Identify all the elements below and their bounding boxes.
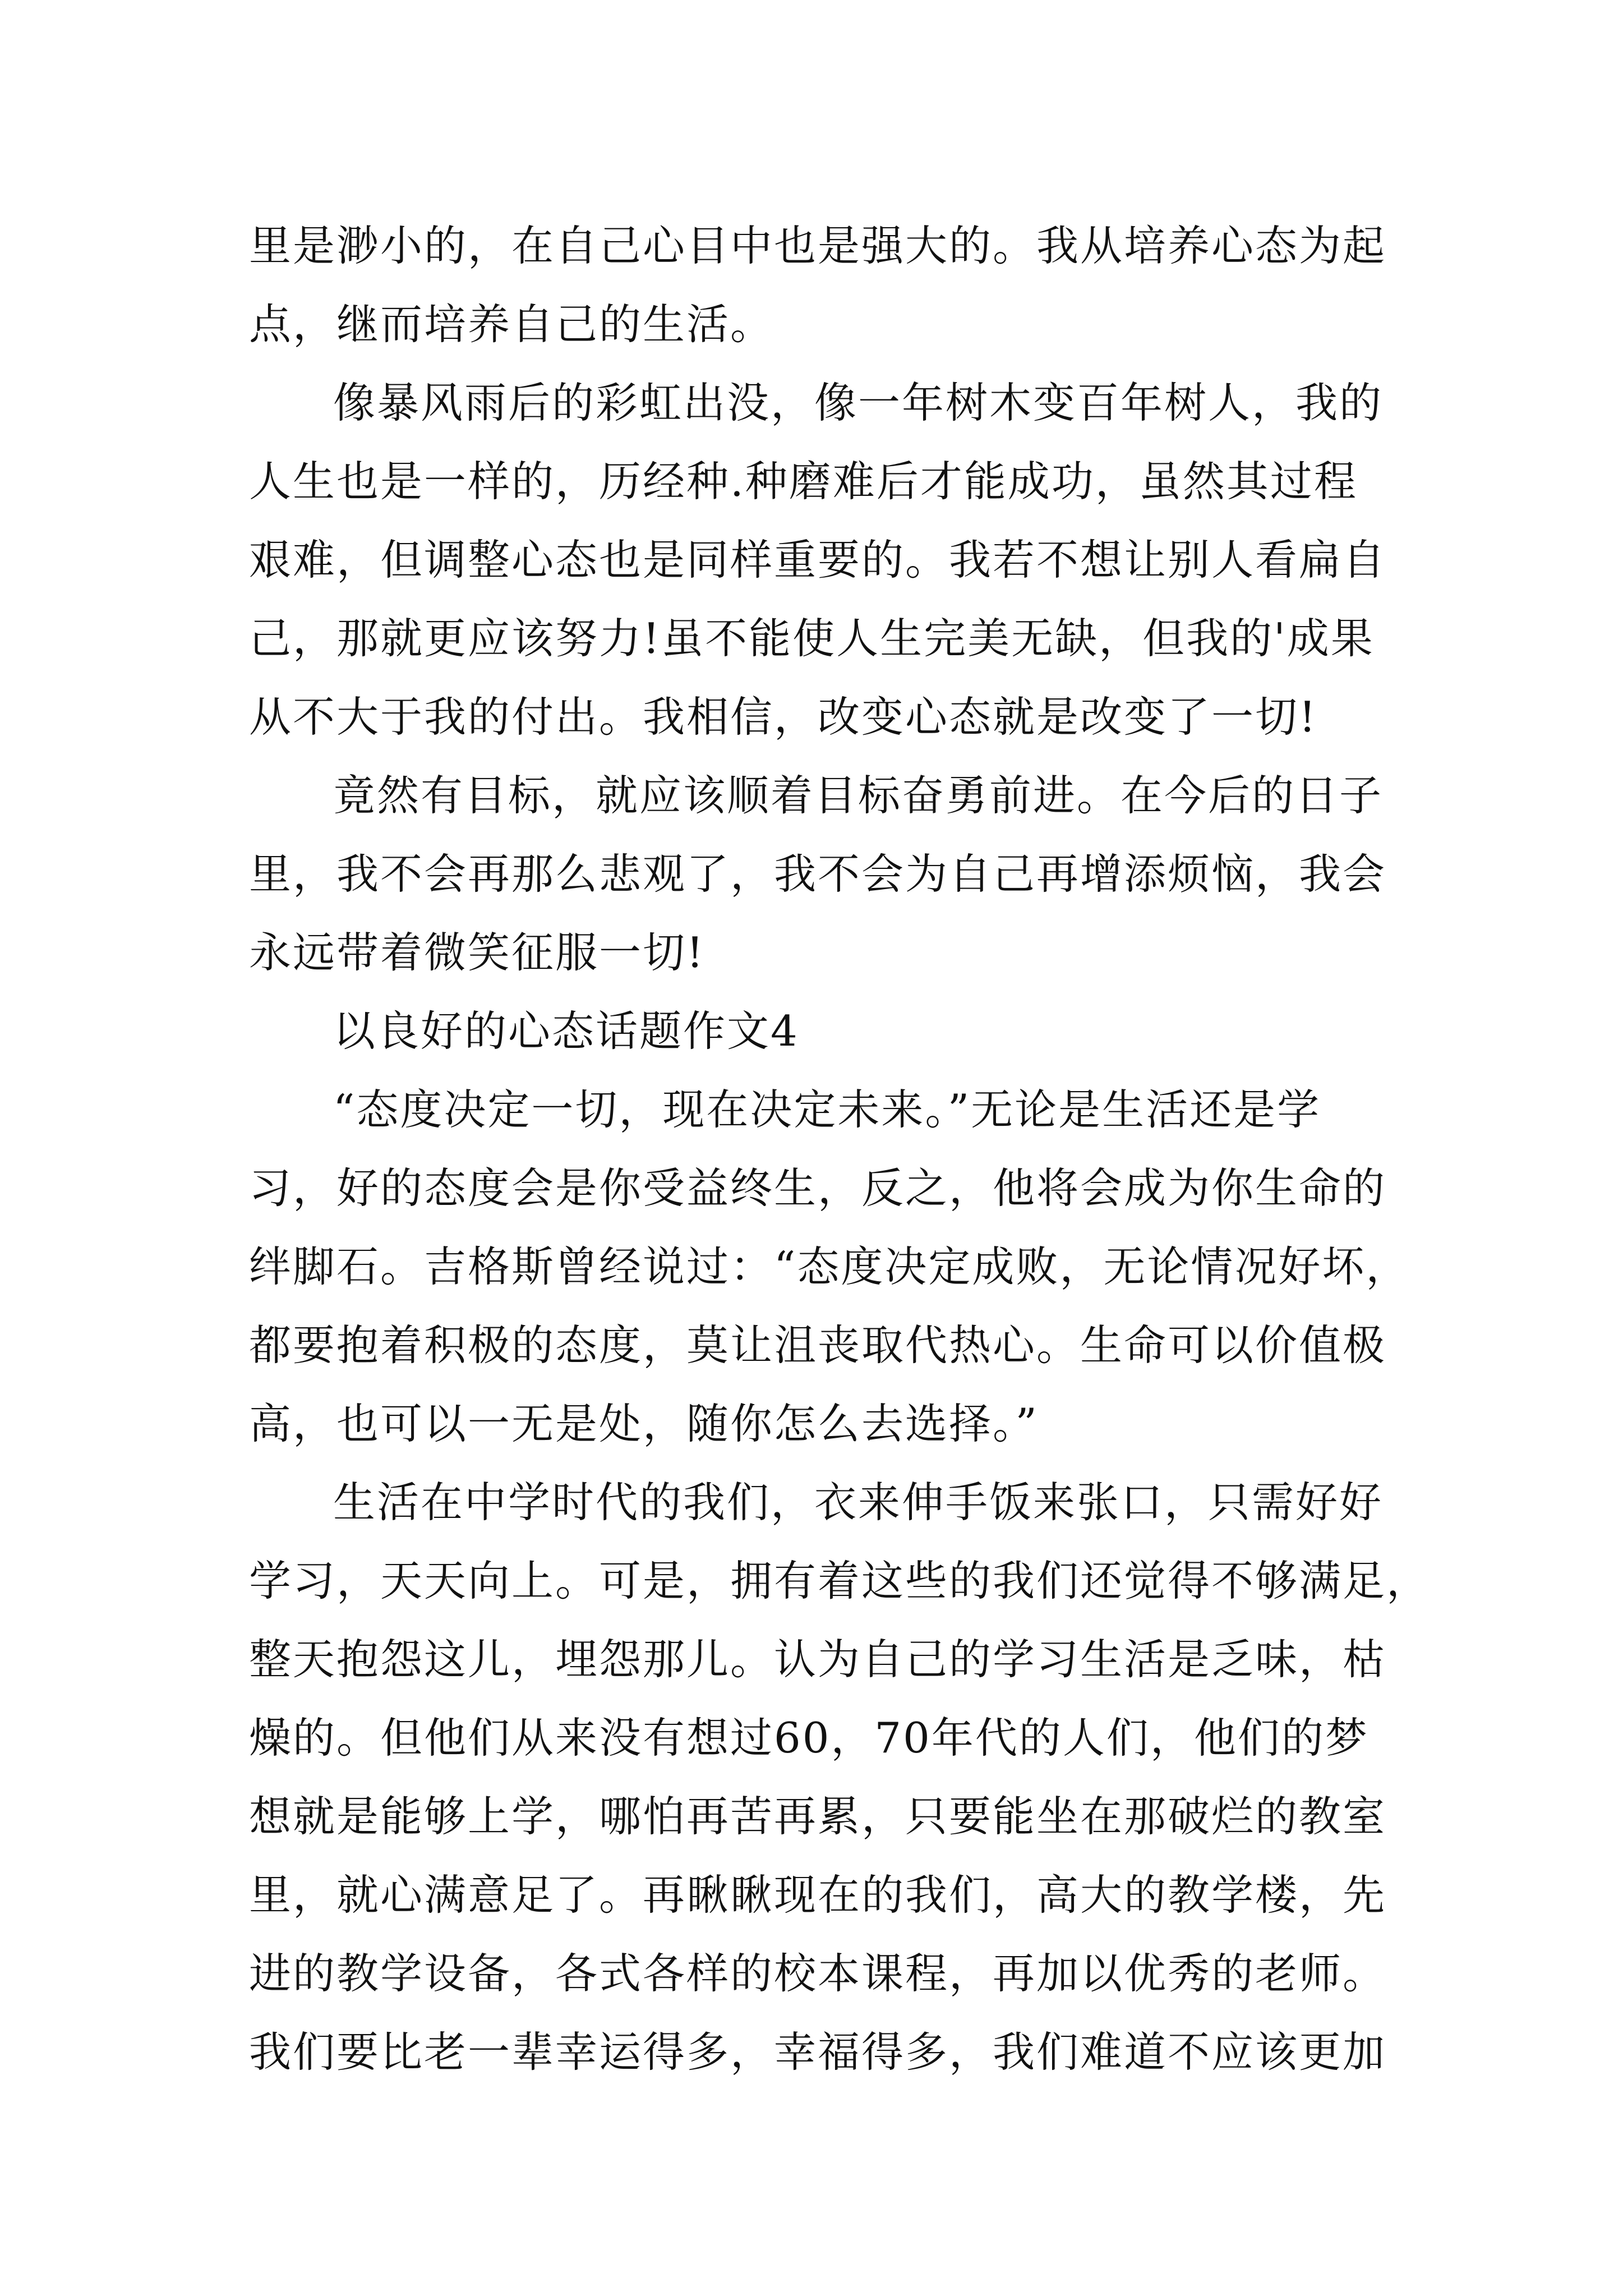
text-line: 里是渺小的，在自己心目中也是强大的。我从培养心态为起 xyxy=(249,221,1387,270)
text-line: 整天抱怨这儿，埋怨那儿。认为自己的学习生活是乏味，枯 xyxy=(249,1635,1387,1684)
text-line: 己，那就更应该努力!虽不能使人生完美无缺，但我的'成果 xyxy=(249,614,1375,663)
text-line: 燥的。但他们从来没有想过60，70年代的人们，他们的梦 xyxy=(249,1713,1369,1763)
text-line: 我们要比老一辈幸运得多，幸福得多，我们难道不应该更加 xyxy=(249,2027,1387,2077)
essay-body xyxy=(249,206,1431,2091)
paragraph-start-line: “态度决定一切，现在决定未来。”无论是生活还是学 xyxy=(333,1085,1321,1134)
text-line: 高，也可以一无是处，随你怎么去选择。” xyxy=(249,1399,1039,1448)
text-line: 想就是能够上学，哪怕再苦再累，只要能坐在那破烂的教室 xyxy=(249,1792,1387,1841)
text-line: 艰难，但调整心态也是同样重要的。我若不想让别人看扁自 xyxy=(249,535,1387,585)
text-line: 永远带着微笑征服一切! xyxy=(249,928,706,977)
paragraph-start-line: 生活在中学时代的我们，衣来伸手饭来张口，只需好好 xyxy=(333,1478,1384,1527)
text-line: 人生也是一样的，历经种.种磨难后才能成功，虽然其过程 xyxy=(249,457,1358,506)
paragraph-start-line: 像暴风雨后的彩虹出没，像一年树木变百年树人，我的 xyxy=(333,378,1384,427)
text-line: 都要抱着积极的态度，莫让沮丧取代热心。生命可以价值极 xyxy=(249,1320,1387,1370)
text-line: 从不大于我的付出。我相信，改变心态就是改变了一切! xyxy=(249,692,1318,742)
text-line: 点，继而培养自己的生活。 xyxy=(249,300,774,349)
text-line: 学习，天天向上。可是，拥有着这些的我们还觉得不够满足， xyxy=(249,1556,1431,1605)
paragraph-start-line: 竟然有目标，就应该顺着目标奋勇前进。在今后的日子 xyxy=(333,771,1384,820)
text-line: 里，就心满意足了。再瞅瞅现在的我们，高大的教学楼，先 xyxy=(249,1870,1387,1920)
text-line: 进的教学设备，各式各样的校本课程，再加以优秀的老师。 xyxy=(249,1949,1387,1998)
text-line: 里，我不会再那么悲观了，我不会为自己再增添烦恼，我会 xyxy=(249,849,1387,899)
text-line: 习，好的态度会是你受益终生，反之，他将会成为你生命的 xyxy=(249,1163,1387,1213)
text-line: 绊脚石。吉格斯曾经说过：“态度决定成败，无论情况好坏， xyxy=(249,1242,1410,1291)
section-heading: 以良好的心态话题作文4 xyxy=(333,1006,799,1056)
